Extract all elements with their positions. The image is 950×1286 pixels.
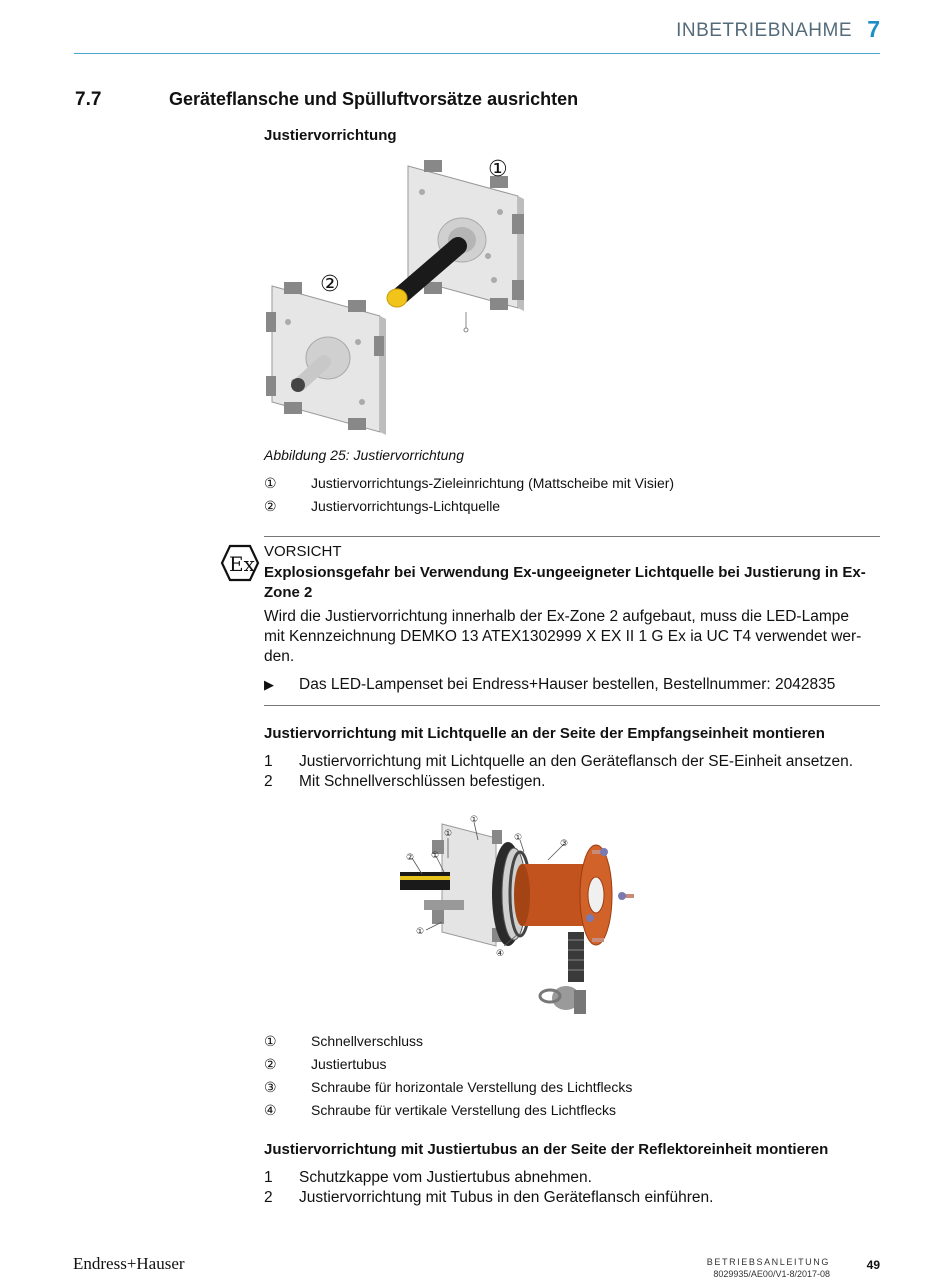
legend-number: ④ [264, 1102, 277, 1118]
figure2-callout-1: ① [444, 829, 453, 839]
warning-bottom-rule [264, 705, 880, 706]
section-title: Geräteflansche und Spülluftvorsätze ausrichten [169, 89, 579, 109]
section-number: 7.7 [75, 89, 102, 110]
warning-action: Das LED-Lampenset bei Endress+Hauser bestellen, Bestellnummer: 2042835 [299, 676, 836, 693]
document-code: 8029935/AE00/V1-8/2017-08 [713, 1269, 830, 1279]
light-source-drawing [266, 282, 386, 435]
header-divider [74, 53, 880, 54]
step-number: 2 [264, 1189, 273, 1206]
step-number: 1 [264, 1169, 273, 1186]
legend-text: Justiervorrichtungs-Zieleinrichtung (Mattscheibe mit Visier) [311, 475, 675, 491]
company-logo: Endress+Hauser [73, 1254, 185, 1273]
procedure2-heading: Justiervorrichtung mit Justiertubus an der Seite der Reflektoreinheit montieren [264, 1141, 829, 1158]
page-number: 49 [866, 1258, 880, 1272]
legend-text: Schraube für vertikale Verstellung des Lichtflecks [311, 1102, 617, 1118]
step-text: Justiervorrichtung mit Lichtquelle an den Geräteflansch der SE-Einheit ansetzen. [299, 753, 853, 770]
warning-body-line1: Wird die Justiervorrichtung innerhalb der Ex-Zone 2 aufgebaut, muss die LED-Lampe [264, 608, 849, 625]
legend-number: ② [264, 498, 277, 514]
step-number: 2 [264, 773, 273, 790]
target-device-drawing [387, 160, 524, 332]
figure2-callout-1c: ① [431, 851, 440, 861]
warning-body-line2: mit Kennzeichnung DEMKO 13 ATEX1302999 X EX II 1 G Ex ia UC T4 verwendet wer- [264, 628, 862, 645]
figure2-callout-1b: ① [470, 815, 479, 825]
figure2-callout-3: ③ [560, 839, 569, 849]
procedure1-heading: Justiervorrichtung mit Lichtquelle an der Seite der Empfangseinheit montieren [264, 725, 825, 742]
legend-number: ① [264, 1033, 277, 1049]
warning-title-line1: Explosionsgefahr bei Verwendung Ex-ungeeigneter Lichtquelle bei Justierung in Ex- [264, 564, 866, 581]
legend-number: ③ [264, 1079, 277, 1095]
figure2-callout-4: ④ [496, 949, 505, 959]
legend-text: Schnellverschluss [311, 1033, 424, 1049]
step-number: 1 [264, 753, 273, 770]
figure2-callout-1d: ① [416, 927, 425, 937]
warning-title-line2: Zone 2 [264, 584, 313, 601]
warning-top-rule [264, 536, 880, 537]
figure1-caption: Abbildung 25: Justiervorrichtung [264, 447, 465, 463]
step-text: Schutzkappe vom Justiertubus abnehmen. [299, 1169, 592, 1186]
legend-number: ① [264, 475, 277, 491]
warning-body-line3: den. [264, 648, 295, 665]
chapter-title: INBETRIEBNAHME [676, 20, 852, 41]
legend-text: Schraube für horizontale Verstellung des Lichtflecks [311, 1079, 633, 1095]
svg-text:Ex: Ex [229, 552, 255, 576]
figure1-callout-2: ② [320, 272, 340, 297]
figure1-heading: Justiervorrichtung [264, 127, 397, 144]
step-text: Justiervorrichtung mit Tubus in den Geräteflansch einführen. [299, 1189, 714, 1206]
alignment-device-illustration [262, 152, 542, 437]
figure2-callout-1e: ① [514, 833, 523, 843]
mounted-device-illustration [396, 810, 646, 1022]
figure2-callout-2: ② [406, 853, 415, 863]
legend-text: Justiertubus [311, 1056, 387, 1072]
ex-hazard-icon [220, 544, 260, 582]
legend-text: Justiervorrichtungs-Lichtquelle [311, 498, 501, 514]
step-text: Mit Schnellverschlüssen befestigen. [299, 773, 546, 790]
legend-number: ② [264, 1056, 277, 1072]
warning-label: VORSICHT [264, 543, 342, 560]
action-bullet: ▶ [264, 677, 274, 692]
figure1-callout-1: ① [488, 157, 508, 182]
document-type: BETRIEBSANLEITUNG [706, 1257, 830, 1267]
chapter-number: 7 [867, 16, 880, 42]
